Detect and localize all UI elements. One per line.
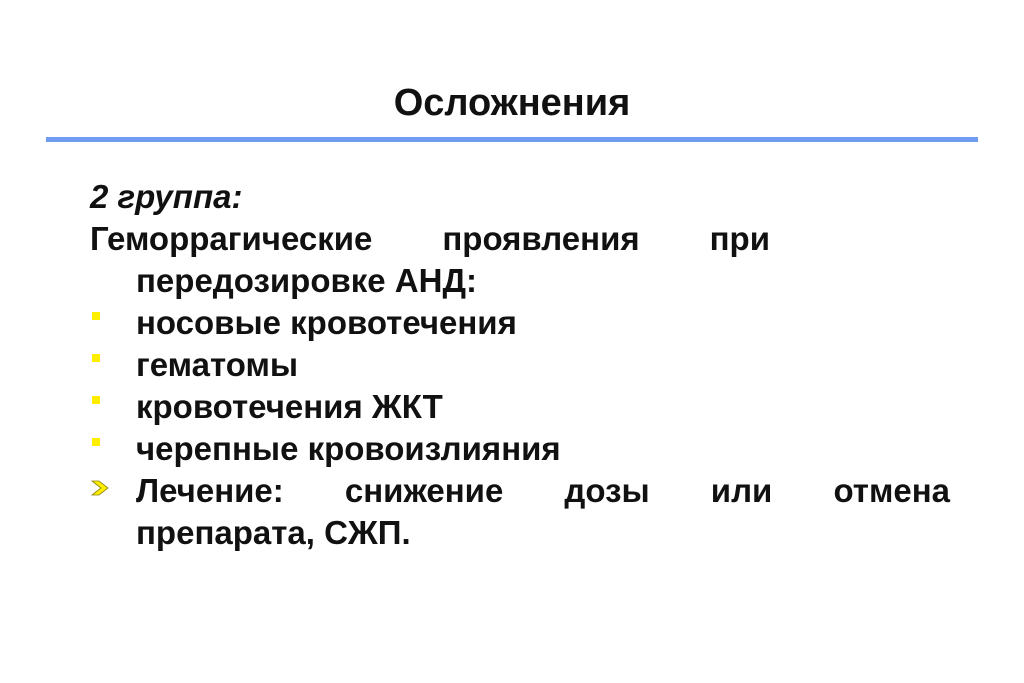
list-item xyxy=(90,302,950,344)
square-bullet-icon xyxy=(92,396,100,404)
list-item-text: кровотечения ЖКТ xyxy=(136,388,443,425)
list-item-text: черепные кровоизлияния xyxy=(136,430,561,467)
title-divider xyxy=(46,137,978,142)
intro-line-2: передозировке АНД: xyxy=(136,262,477,299)
list-item xyxy=(90,428,950,470)
group-label: 2 группа: xyxy=(90,178,243,215)
list-item xyxy=(90,344,950,386)
arrow-bullet-icon xyxy=(90,478,110,498)
list-item-text: гематомы xyxy=(136,346,299,383)
treatment-line-2: препарата, СЖП. xyxy=(136,514,411,551)
treatment-line-1: Лечение: снижение дозы или отмена xyxy=(136,472,950,509)
list-item xyxy=(90,386,950,428)
list-item-text: носовые кровотечения xyxy=(136,304,517,341)
treatment-item xyxy=(90,470,950,554)
square-bullet-icon xyxy=(92,438,100,446)
square-bullet-icon xyxy=(92,354,100,362)
square-bullet-icon xyxy=(92,312,100,320)
intro-line-1: Геморрагические проявления при xyxy=(90,220,770,257)
slide-content xyxy=(90,176,950,554)
slide-title: Осложнения xyxy=(393,82,631,124)
intro-paragraph xyxy=(90,218,950,302)
